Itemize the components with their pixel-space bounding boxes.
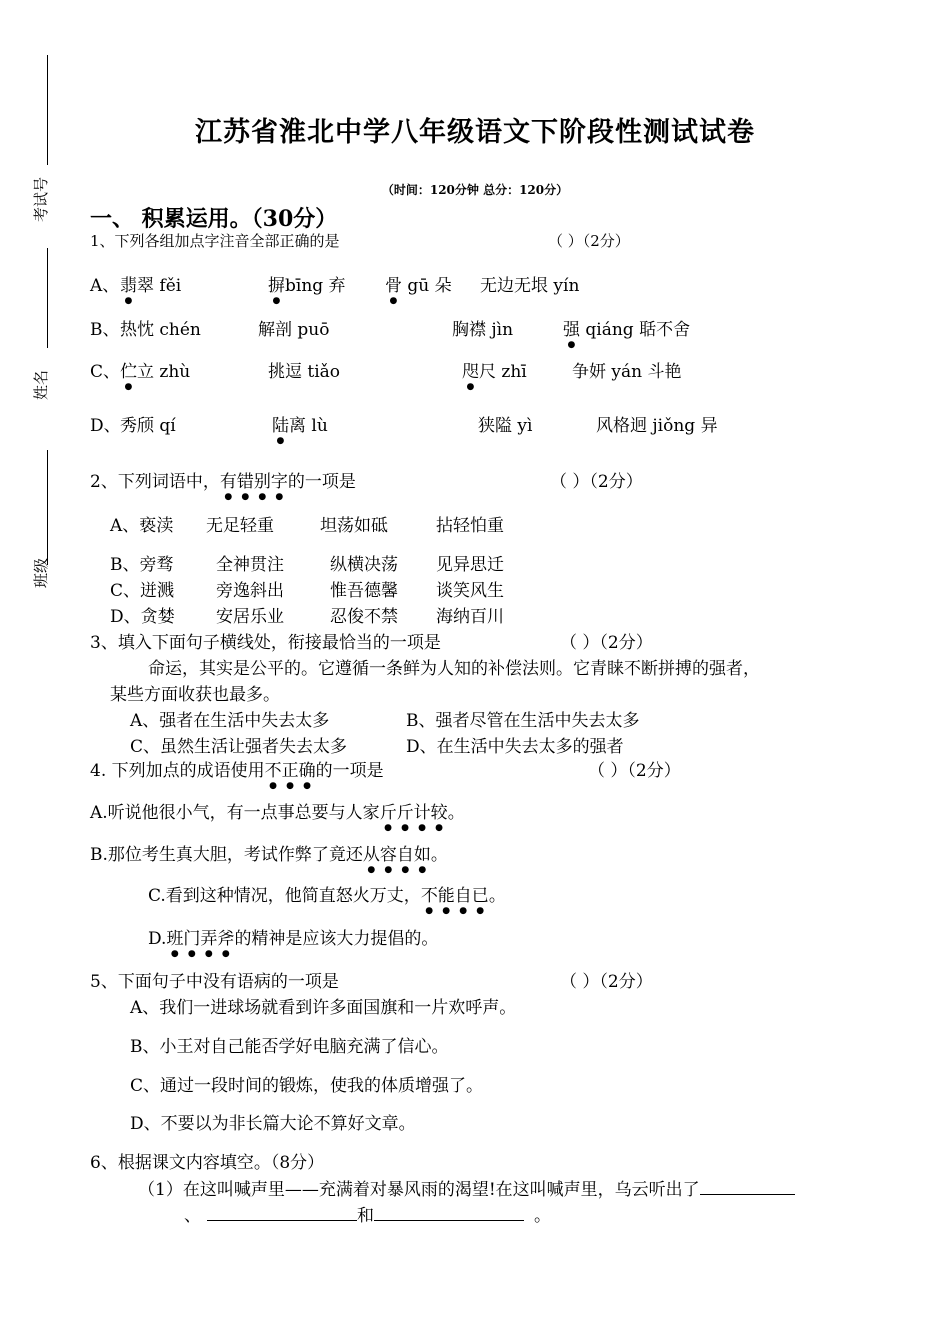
exam-number-label: 考试号 <box>32 176 50 222</box>
q1-a-item-3: 骨 gū 朵 <box>385 276 452 296</box>
q2-a-3: 坦荡如砥 <box>320 516 388 536</box>
margin-line-2 <box>47 248 48 348</box>
q1-option-d: D、 <box>90 416 121 436</box>
q2-b-3: 纵横决荡 <box>330 555 398 575</box>
q2-d-2: 安居乐业 <box>216 607 284 627</box>
q3-option-d: D、在生活中失去太多的强者 <box>406 737 624 757</box>
q3-option-c: C、虽然生活让强者失去太多 <box>130 737 348 757</box>
margin-line-3 <box>47 450 48 565</box>
answer-blank-2[interactable] <box>207 1204 357 1221</box>
q5-option-d: D、不要以为非长篇大论不算好文章。 <box>130 1114 416 1134</box>
q3-option-b: B、强者尽管在生活中失去太多 <box>406 711 640 731</box>
q1-a-item-2: 摒bīng 弃 <box>268 276 346 296</box>
q6-line-1: （1）在这叫喊声里——充满着对暴风雨的渴望!在这叫喊声里，乌云听出了 <box>138 1175 795 1200</box>
q2-c-1: C、迸溅 <box>110 581 175 601</box>
q2-a-1: A、亵渎 <box>110 516 174 536</box>
q4-option-a: A.听说他很小气，有一点事总要与人家斤斤计较。 <box>90 803 465 823</box>
q1-option-c: C、 <box>90 362 121 382</box>
q3-passage-line-1: 命运，其实是公平的。它遵循一条鲜为人知的补偿法则。它青睐不断拼搏的强者， <box>148 659 760 679</box>
q1-d-item-3: 狭隘 yì <box>478 416 533 436</box>
q2-c-3: 惟吾德馨 <box>330 581 398 601</box>
q3-passage-line-2: 某些方面收获也最多。 <box>110 685 280 705</box>
q3-option-a: A、强者在生活中失去太多 <box>130 711 330 731</box>
option-label: A、 <box>90 276 120 296</box>
q1-b-item-4: 强 qiáng 聒不舍 <box>563 320 691 340</box>
q2-d-4: 海纳百川 <box>436 607 504 627</box>
q2-c-2: 旁逸斜出 <box>216 581 284 601</box>
q1-c-item-3: 咫尺 zhī <box>462 362 527 382</box>
q2-score: （ ）（2分） <box>550 472 643 492</box>
q2-d-1: D、贪婪 <box>110 607 175 627</box>
answer-blank-3[interactable] <box>374 1204 524 1221</box>
q5-option-c: C、通过一段时间的锻炼，使我的体质增强了。 <box>130 1076 484 1096</box>
q6-stem: 6、根据课文内容填空。（8分） <box>90 1153 325 1173</box>
q5-option-a: A、我们一进球场就看到许多面国旗和一片欢呼声。 <box>130 998 517 1018</box>
q4-option-b: B.那位考生真大胆，考试作弊了竟还从容自如。 <box>90 845 448 865</box>
answer-blank-1[interactable] <box>700 1178 795 1195</box>
q6-line-2: 、 和 。 <box>184 1206 551 1226</box>
q2-a-2: 无足轻重 <box>206 516 274 536</box>
q2-b-1: B、旁骛 <box>110 555 174 575</box>
q4-stem: 4. 下列加点的成语使用不正确的一项是 <box>90 761 384 781</box>
q5-score: （ ）（2分） <box>560 972 653 992</box>
q2-d-3: 忍俊不禁 <box>330 607 398 627</box>
q4-option-c: C.看到这种情况，他简直怒火万丈，不能自已。 <box>148 886 506 906</box>
q1-b-item-2: 解剖 puō <box>258 320 330 340</box>
q1-c-item-1: 伫立 zhù <box>120 362 191 382</box>
q5-stem: 5、下面句子中没有语病的一项是 <box>90 972 339 992</box>
q1-d-item-2: 陆离 lù <box>272 416 328 436</box>
q1-score: （ ）（2分） <box>548 232 630 250</box>
q4-option-d: D.班门弄斧的精神是应该大力提倡的。 <box>148 929 439 949</box>
page-title: 江苏省淮北中学八年级语文下阶段性测试试卷 <box>195 117 755 148</box>
q3-stem: 3、填入下面句子横线处，衔接最恰当的一项是 <box>90 633 441 653</box>
q1-c-item-4: 争妍 yán 斗艳 <box>572 362 682 382</box>
q1-b-item-3: 胸襟 jìn <box>452 320 514 340</box>
q1-a-item-4: 无边无垠 yín <box>480 276 580 296</box>
q1-b-item-1: 热忱 chén <box>120 320 201 340</box>
section-heading: 一、 积累运用。（30分） <box>90 206 338 232</box>
q2-a-4: 拈轻怕重 <box>436 516 504 536</box>
q1-d-item-1: 秀颀 qí <box>120 416 176 436</box>
q3-score: （ ）（2分） <box>560 633 653 653</box>
q1-option-b: B、 <box>90 320 120 340</box>
q1-c-item-2: 挑逗 tiǎo <box>268 362 341 382</box>
q5-option-b: B、小王对自己能否学好电脑充满了信心。 <box>130 1037 449 1057</box>
q1-option-a <box>90 271 119 296</box>
q1-d-item-4: 风格迥 jiǒng 异 <box>596 416 718 436</box>
q1-a-item-1: 翡翠 fěi <box>120 276 182 296</box>
q1-stem: 1、下列各组加点字注音全部正确的是 <box>90 232 340 250</box>
name-label: 姓名 <box>32 369 50 400</box>
q2-b-2: 全神贯注 <box>216 555 284 575</box>
class-label: 班级 <box>32 557 50 588</box>
q2-stem: 2、下列词语中，有错别字的一项是 <box>90 472 356 492</box>
q2-b-4: 见异思迁 <box>436 555 504 575</box>
q2-c-4: 谈笑风生 <box>436 581 504 601</box>
exam-info: （时间：120分钟 总分：120分） <box>381 183 569 197</box>
q4-score: （ ）（2分） <box>588 761 681 781</box>
